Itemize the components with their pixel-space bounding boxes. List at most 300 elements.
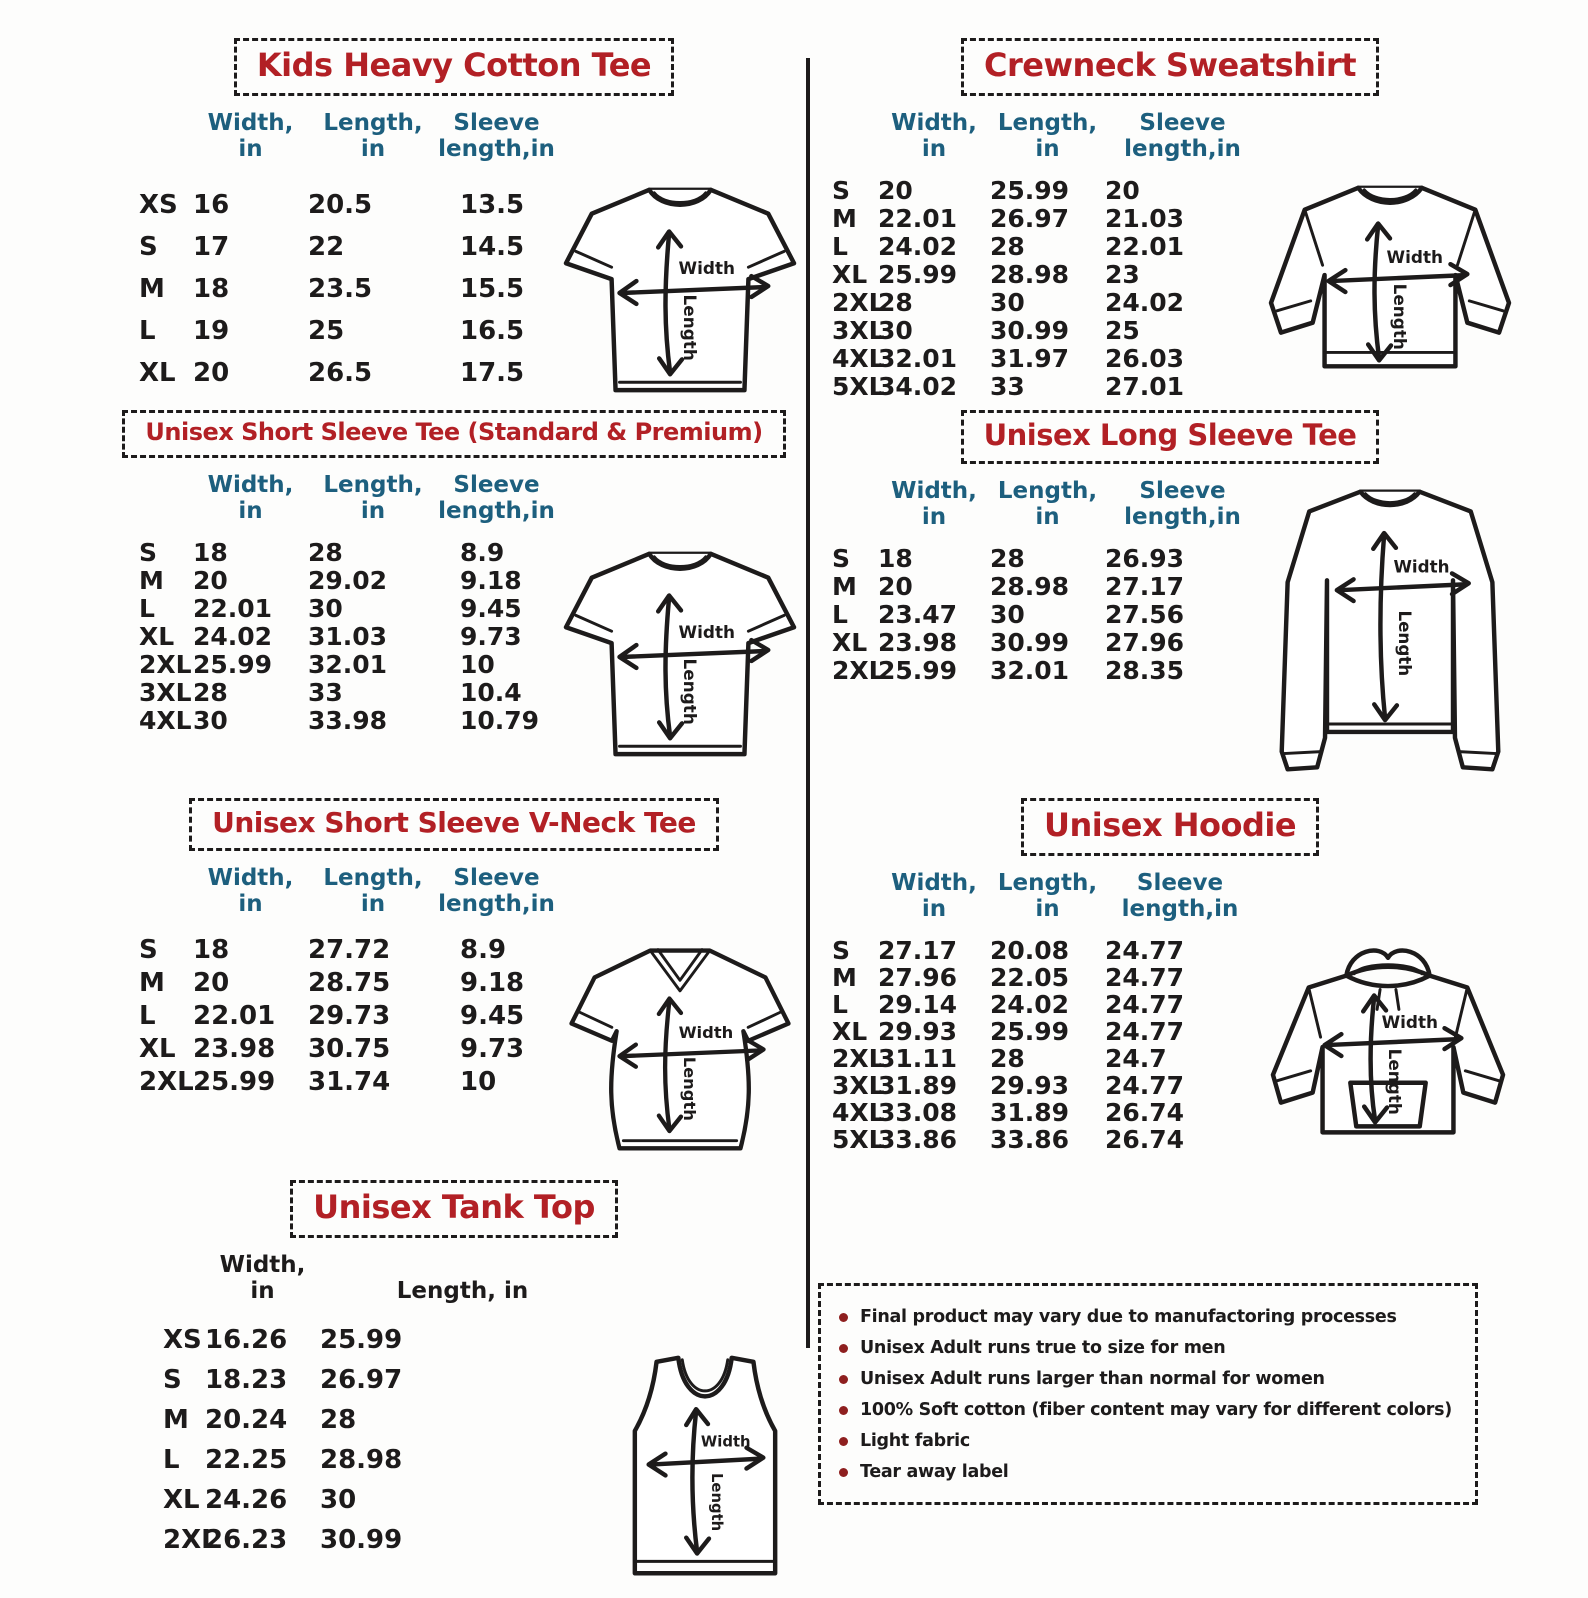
measurement-value: 26.74 — [1105, 1098, 1185, 1127]
measurement-value: 29.73 — [308, 1000, 391, 1031]
measurement-value: 28.98 — [990, 572, 1070, 601]
measurement-value: 25.99 — [990, 176, 1070, 205]
measurement-value: 24.02 — [193, 622, 273, 651]
measurement-value: 31.97 — [990, 344, 1070, 373]
table-row — [820, 656, 1260, 684]
size-label: XL — [139, 622, 175, 651]
section-crewneck-sweatshirt — [820, 38, 1520, 407]
tank-top-illustration — [605, 1342, 805, 1598]
section-content — [820, 110, 1520, 407]
measurement-value: 27.72 — [308, 934, 391, 965]
measurement-value: 30 — [990, 600, 1025, 629]
measurement-value: 30.99 — [990, 316, 1070, 345]
measurement-value: 26.93 — [1105, 544, 1185, 573]
table-row — [820, 572, 1260, 600]
table-row — [820, 204, 1260, 232]
size-label: 3XL — [139, 678, 192, 707]
measurement-value: 22.25 — [205, 1445, 288, 1475]
size-table — [103, 1252, 605, 1560]
table-row — [820, 1098, 1255, 1125]
section-title-wrap — [103, 410, 805, 458]
measurement-value: 10.4 — [460, 678, 522, 707]
measurement-value: 15.5 — [460, 274, 525, 304]
size-label: L — [832, 990, 848, 1019]
note-item: Unisex Adult runs larger than normal for women — [835, 1364, 1459, 1395]
section-title: Crewneck Sweatshirt — [961, 38, 1379, 96]
width-arrow-label: Width — [678, 1022, 734, 1042]
size-label: S — [163, 1365, 182, 1395]
section-content — [103, 110, 805, 411]
measurement-value: 33 — [990, 372, 1025, 401]
measurement-value: 21.03 — [1105, 204, 1185, 233]
size-label: 3XL — [832, 316, 885, 345]
section-content — [103, 472, 805, 775]
measurement-value: 16 — [193, 190, 230, 220]
measurement-value: 29.14 — [878, 990, 958, 1019]
measurement-value: 17.5 — [460, 358, 525, 388]
measurement-value: 31.11 — [878, 1044, 958, 1073]
section-tank-top — [103, 1180, 805, 1598]
measurement-value: 32.01 — [878, 344, 958, 373]
measurement-value: 24.02 — [878, 232, 958, 261]
table-row — [820, 232, 1260, 260]
measurement-value: 17 — [193, 232, 230, 262]
measurement-value: 30.99 — [990, 628, 1070, 657]
size-label: XL — [832, 260, 868, 289]
size-label: 2XL — [139, 1066, 194, 1097]
measurement-value: 23.98 — [878, 628, 958, 657]
table-row — [103, 310, 555, 352]
hoodie-illustration — [1255, 934, 1520, 1176]
measurement-value: 22.05 — [990, 963, 1070, 992]
size-label: L — [832, 232, 848, 261]
notes-list — [835, 1302, 1459, 1488]
section-title-wrap — [103, 38, 805, 96]
size-label: S — [832, 176, 851, 205]
table-row — [103, 1360, 605, 1400]
tshirt-diagram-icon — [556, 174, 804, 407]
length-arrow-label: Length — [679, 294, 700, 361]
size-label: 2XL — [139, 650, 192, 679]
section-title-wrap — [103, 1180, 805, 1238]
length-arrow-label: Length — [1384, 1048, 1405, 1115]
measurement-value: 20 — [878, 176, 913, 205]
section-title-wrap — [820, 798, 1520, 856]
measurement-value: 18 — [878, 544, 913, 573]
length-arrow-label: Length — [679, 658, 700, 725]
measurement-value: 28 — [990, 544, 1025, 573]
table-row — [103, 538, 555, 566]
width-arrow-label: Width — [1386, 247, 1444, 268]
size-label: M — [139, 566, 164, 595]
measurement-value: 9.73 — [460, 622, 522, 651]
width-arrow-label: Width — [678, 622, 735, 643]
long-sleeve-diagram-icon — [1262, 474, 1518, 789]
table-body — [820, 936, 1255, 1152]
measurement-value: 8.9 — [460, 538, 505, 567]
measurement-value: 25 — [1105, 316, 1140, 345]
table-header-row — [820, 478, 1260, 530]
size-label: XL — [832, 1017, 868, 1046]
measurement-value: 20.5 — [308, 190, 373, 220]
measurement-value: 27.96 — [878, 963, 958, 992]
size-label: L — [139, 1000, 156, 1031]
measurement-value: 24.02 — [1105, 288, 1185, 317]
table-row — [103, 1480, 605, 1520]
size-label: 4XL — [832, 344, 885, 373]
table-row — [103, 594, 555, 622]
measurement-value: 31.03 — [308, 622, 388, 651]
table-row — [103, 1520, 605, 1560]
measurement-value: 29.93 — [878, 1017, 958, 1046]
table-header-row — [103, 110, 555, 162]
width-arrow-label: Width — [1393, 556, 1450, 577]
width-arrow-label: Width — [678, 258, 735, 279]
table-row — [103, 1065, 555, 1098]
column-header-width: Width, in — [891, 110, 977, 162]
column-header-width: Width, in — [891, 478, 977, 530]
measurement-value: 19 — [193, 316, 230, 346]
measurement-value: 22.01 — [193, 594, 273, 623]
measurement-value: 9.18 — [460, 967, 525, 998]
measurement-value: 27.01 — [1105, 372, 1185, 401]
measurement-value: 33.86 — [878, 1125, 958, 1154]
measurement-value: 28 — [990, 1044, 1025, 1073]
section-title-wrap — [103, 798, 805, 851]
measurement-value: 26.03 — [1105, 344, 1185, 373]
length-arrow-label: Length — [679, 1056, 699, 1121]
column-header-length: Length, in — [323, 110, 423, 162]
measurement-value: 28 — [320, 1405, 357, 1435]
table-row — [103, 650, 555, 678]
tshirt-illustration — [555, 174, 805, 411]
table-row — [820, 372, 1260, 400]
measurement-value: 25.99 — [320, 1325, 403, 1355]
measurement-value: 27.56 — [1105, 600, 1185, 629]
column-header-sleeve: Sleeve length,in — [438, 472, 555, 524]
table-row — [103, 622, 555, 650]
section-long-sleeve-tee — [820, 410, 1520, 793]
table-row — [103, 933, 555, 966]
measurement-value: 10.79 — [460, 706, 540, 735]
measurement-value: 28.98 — [990, 260, 1070, 289]
size-label: S — [832, 936, 851, 965]
measurement-value: 24.77 — [1105, 1071, 1185, 1100]
size-label: 2XL — [832, 288, 885, 317]
measurement-value: 23 — [1105, 260, 1140, 289]
section-content — [103, 1252, 805, 1598]
note-item: Unisex Adult runs true to size for men — [835, 1333, 1459, 1364]
width-arrow-label: Width — [1381, 1012, 1438, 1033]
size-label: S — [139, 934, 158, 965]
measurement-value: 30 — [990, 288, 1025, 317]
size-label: M — [163, 1405, 189, 1435]
measurement-value: 25 — [308, 316, 345, 346]
measurement-value: 30.75 — [308, 1033, 391, 1064]
column-header-sleeve: Sleeve length,in — [1124, 110, 1241, 162]
hoodie-diagram-icon — [1259, 934, 1517, 1172]
size-table — [820, 478, 1260, 684]
measurement-value: 27.17 — [878, 936, 958, 965]
measurement-value: 14.5 — [460, 232, 525, 262]
measurement-value: 25.99 — [878, 656, 958, 685]
section-title: Unisex Hoodie — [1021, 798, 1319, 856]
size-label: M — [832, 204, 857, 233]
table-body — [103, 538, 555, 734]
measurement-value: 26.74 — [1105, 1125, 1185, 1154]
measurement-value: 9.73 — [460, 1033, 525, 1064]
table-row — [820, 176, 1260, 204]
measurement-value: 30.99 — [320, 1525, 403, 1555]
measurement-value: 23.5 — [308, 274, 373, 304]
section-vneck-tee — [103, 798, 805, 1165]
size-label: L — [832, 600, 848, 629]
length-arrow-label: Length — [1394, 610, 1415, 677]
size-label: XL — [832, 628, 868, 657]
measurement-value: 24.7 — [1105, 1044, 1167, 1073]
measurement-value: 29.93 — [990, 1071, 1070, 1100]
measurement-value: 24.77 — [1105, 936, 1185, 965]
measurement-value: 33.08 — [878, 1098, 958, 1127]
column-header-width: Width, in — [207, 865, 294, 917]
table-row — [820, 1071, 1255, 1098]
table-row — [820, 1125, 1255, 1152]
size-table — [820, 110, 1260, 400]
section-content — [103, 865, 805, 1165]
measurement-value: 24.02 — [990, 990, 1070, 1019]
measurement-value: 24.26 — [205, 1485, 288, 1515]
measurement-value: 20 — [193, 967, 230, 998]
table-row — [820, 344, 1260, 372]
measurement-value: 9.45 — [460, 594, 522, 623]
sweatshirt-diagram-icon — [1261, 170, 1519, 403]
section-kids-heavy-cotton-tee — [103, 38, 805, 411]
measurement-value: 9.18 — [460, 566, 522, 595]
measurement-value: 10 — [460, 1066, 497, 1097]
measurement-value: 26.23 — [205, 1525, 288, 1555]
measurement-value: 24.77 — [1105, 990, 1185, 1019]
table-body — [820, 176, 1260, 400]
measurement-value: 22.01 — [878, 204, 958, 233]
size-label: 4XL — [832, 1098, 885, 1127]
measurement-value: 10 — [460, 650, 495, 679]
size-label: S — [139, 232, 158, 262]
size-label: L — [139, 594, 155, 623]
measurement-value: 30 — [193, 706, 228, 735]
size-label: S — [832, 544, 851, 573]
measurement-value: 30 — [878, 316, 913, 345]
note-item: Tear away label — [835, 1457, 1459, 1488]
measurement-value: 16.26 — [205, 1325, 288, 1355]
measurement-value: 31.74 — [308, 1066, 391, 1097]
size-label: 2XL — [832, 656, 885, 685]
measurement-value: 30 — [320, 1485, 357, 1515]
table-header-row — [103, 1252, 605, 1304]
size-label: S — [139, 538, 158, 567]
size-label: 2XL — [832, 1044, 885, 1073]
table-row — [103, 184, 555, 226]
measurement-value: 20 — [193, 358, 230, 388]
size-label: XL — [139, 358, 176, 388]
size-label: 4XL — [139, 706, 192, 735]
product-notes-box — [818, 1283, 1478, 1505]
section-short-sleeve-tee — [103, 410, 805, 775]
measurement-value: 9.45 — [460, 1000, 525, 1031]
table-header-row — [820, 870, 1255, 922]
column-header-length: Length, in — [997, 110, 1098, 162]
column-header-sleeve: Sleeve length,in — [438, 110, 555, 162]
measurement-value: 16.5 — [460, 316, 525, 346]
section-title-wrap — [820, 38, 1520, 96]
measurement-value: 25.99 — [990, 1017, 1070, 1046]
table-row — [103, 1320, 605, 1360]
table-row — [820, 963, 1255, 990]
measurement-value: 28 — [990, 232, 1025, 261]
size-table — [103, 865, 555, 1098]
measurement-value: 20 — [193, 566, 228, 595]
measurement-value: 31.89 — [878, 1071, 958, 1100]
table-row — [103, 1400, 605, 1440]
tshirt-illustration — [555, 538, 805, 775]
measurement-value: 34.02 — [878, 372, 958, 401]
table-row — [103, 226, 555, 268]
measurement-value: 28.75 — [308, 967, 391, 998]
table-body — [820, 544, 1260, 684]
measurement-value: 20 — [1105, 176, 1140, 205]
measurement-value: 22.01 — [1105, 232, 1185, 261]
column-header-length: Length, in — [323, 472, 423, 524]
measurement-value: 29.02 — [308, 566, 388, 595]
measurement-value: 8.9 — [460, 934, 507, 965]
size-table — [820, 870, 1255, 1152]
column-header-width: Width, in — [207, 472, 294, 524]
table-body — [103, 933, 555, 1098]
measurement-value: 32.01 — [990, 656, 1070, 685]
measurement-value: 28.35 — [1105, 656, 1185, 685]
length-arrow-label: Length — [707, 1472, 725, 1532]
section-title: Unisex Tank Top — [290, 1180, 618, 1238]
measurement-value: 24.77 — [1105, 963, 1185, 992]
table-row — [820, 628, 1260, 656]
sweatshirt-illustration — [1260, 170, 1520, 407]
size-label: 2XL — [163, 1525, 218, 1555]
long-sleeve-tee-illustration — [1260, 474, 1520, 793]
measurement-value: 23.98 — [193, 1033, 276, 1064]
measurement-value: 28 — [193, 678, 228, 707]
table-row — [820, 288, 1260, 316]
measurement-value: 18 — [193, 274, 230, 304]
size-label: XL — [163, 1485, 200, 1515]
table-row — [820, 260, 1260, 288]
table-row — [103, 268, 555, 310]
measurement-value: 18 — [193, 538, 228, 567]
column-header-length: Length, in — [997, 870, 1098, 922]
measurement-value: 26.5 — [308, 358, 373, 388]
measurement-value: 32.01 — [308, 650, 388, 679]
size-label: L — [163, 1445, 180, 1475]
table-header-row — [820, 110, 1260, 162]
size-label: M — [832, 572, 857, 601]
measurement-value: 22 — [308, 232, 345, 262]
section-title-wrap — [820, 410, 1520, 464]
length-arrow-label: Length — [1389, 283, 1410, 350]
table-row — [820, 544, 1260, 572]
table-row — [820, 990, 1255, 1017]
column-header-sleeve: Sleeve length,in — [1121, 870, 1239, 922]
measurement-value: 28.98 — [320, 1445, 403, 1475]
column-header-length: Length, in — [997, 478, 1098, 530]
table-row — [820, 1044, 1255, 1071]
column-divider — [806, 58, 810, 1348]
table-header-row — [103, 865, 555, 917]
measurement-value: 30 — [308, 594, 343, 623]
measurement-value: 25.99 — [878, 260, 958, 289]
size-label: 5XL — [832, 1125, 885, 1154]
table-row — [103, 706, 555, 734]
table-row — [103, 1440, 605, 1480]
measurement-value: 27.96 — [1105, 628, 1185, 657]
measurement-value: 25.99 — [193, 1066, 276, 1097]
section-content — [820, 478, 1520, 793]
measurement-value: 24.77 — [1105, 1017, 1185, 1046]
table-body — [103, 184, 555, 394]
size-label: M — [832, 963, 857, 992]
size-label: M — [139, 967, 165, 998]
column-header-sleeve: Sleeve length,in — [438, 865, 555, 917]
size-label: 5XL — [832, 372, 885, 401]
table-row — [103, 966, 555, 999]
measurement-value: 23.47 — [878, 600, 958, 629]
table-row — [820, 1017, 1255, 1044]
table-row — [103, 999, 555, 1032]
note-item: Final product may vary due to manufactoring processes — [835, 1302, 1459, 1333]
tank-top-diagram-icon — [621, 1342, 789, 1594]
section-hoodie — [820, 798, 1520, 1176]
table-row — [820, 600, 1260, 628]
measurement-value: 33.86 — [990, 1125, 1070, 1154]
table-row — [103, 678, 555, 706]
size-label: XS — [163, 1325, 202, 1355]
section-title: Kids Heavy Cotton Tee — [234, 38, 674, 96]
size-label: 3XL — [832, 1071, 885, 1100]
vneck-tee-illustration — [555, 935, 805, 1165]
column-header-length: Length, in — [323, 865, 423, 917]
measurement-value: 20.24 — [205, 1405, 288, 1435]
measurement-value: 20 — [878, 572, 913, 601]
note-item: Light fabric — [835, 1426, 1459, 1457]
table-row — [103, 566, 555, 594]
width-arrow-label: Width — [700, 1433, 751, 1451]
measurement-value: 26.97 — [990, 204, 1070, 233]
measurement-value: 33.98 — [308, 706, 388, 735]
measurement-value: 33 — [308, 678, 343, 707]
tshirt-diagram-icon — [556, 538, 804, 771]
measurement-value: 31.89 — [990, 1098, 1070, 1127]
measurement-value: 22.01 — [193, 1000, 276, 1031]
table-header-row — [103, 472, 555, 524]
size-label: L — [139, 316, 156, 346]
section-title: Unisex Short Sleeve V-Neck Tee — [189, 798, 719, 851]
column-header-width: Width, in — [891, 870, 977, 922]
column-header-sleeve: Sleeve length,in — [1124, 478, 1241, 530]
measurement-value: 28 — [878, 288, 913, 317]
section-title: Unisex Long Sleeve Tee — [961, 410, 1380, 464]
size-table — [103, 110, 555, 394]
measurement-value: 20.08 — [990, 936, 1070, 965]
table-row — [103, 352, 555, 394]
column-header-width: Width, in — [207, 110, 294, 162]
size-label: M — [139, 274, 165, 304]
